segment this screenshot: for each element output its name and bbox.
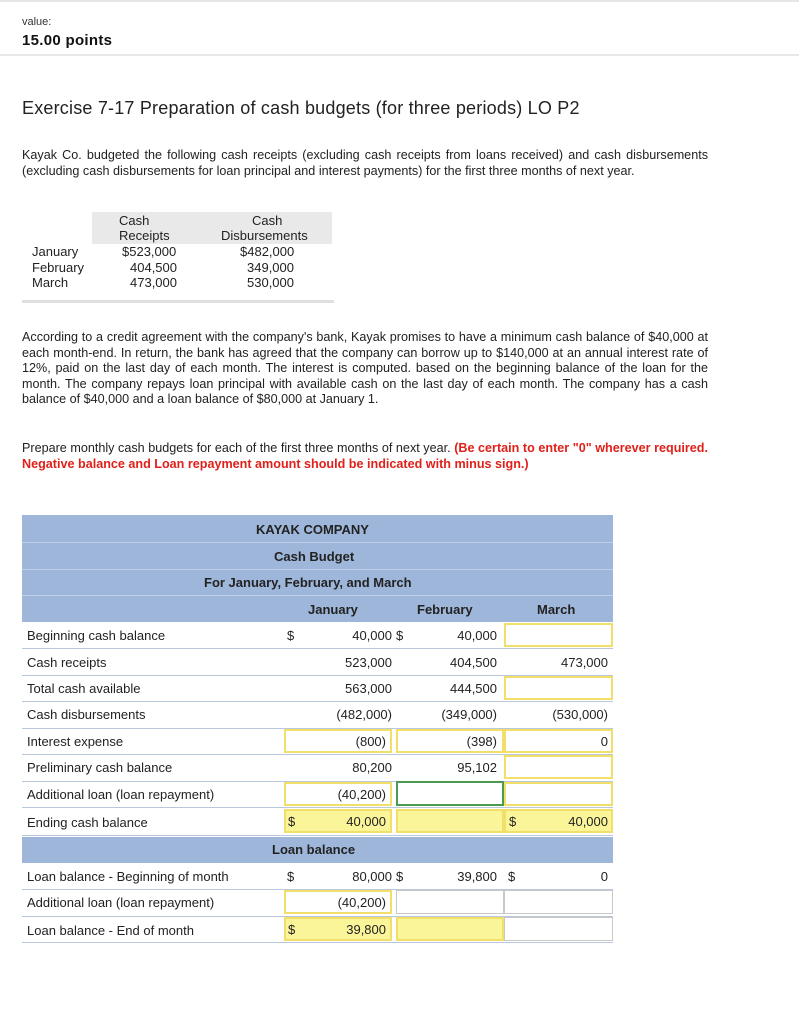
row-label: Beginning cash balance <box>27 628 166 643</box>
given-month: March <box>32 275 69 290</box>
cell-feb: (398) <box>466 734 497 749</box>
cell-mar: (530,000) <box>552 707 608 722</box>
cell-jan: 80,200 <box>352 760 392 775</box>
month-header-january: January <box>308 602 358 617</box>
given-month: January <box>32 244 79 259</box>
cell-mar: 40,000 <box>568 814 608 829</box>
given-disbursements: 349,000 <box>247 260 294 275</box>
month-header-march: March <box>537 602 576 617</box>
cell-jan: (482,000) <box>336 707 392 722</box>
given-month: February <box>32 260 85 275</box>
dollar-sign: $ <box>396 869 404 884</box>
cell-feb: 404,500 <box>450 655 497 670</box>
cell-mar: 0 <box>600 869 608 884</box>
instruction-note: (Be certain to enter "0" wherever required. Negative balance and Loan repayment amount should be indicated with minus sign.) <box>22 441 709 471</box>
cell-jan: 39,800 <box>346 922 386 937</box>
cell-jan: (40,200) <box>337 787 386 802</box>
input-mar-loan[interactable] <box>504 782 613 806</box>
cell-jan: 40,000 <box>346 814 386 829</box>
cell-mar: 473,000 <box>561 655 608 670</box>
points-value: 15.00 points <box>22 32 113 49</box>
cell-feb: (349,000) <box>441 707 497 722</box>
cell-jan: 40,000 <box>352 628 392 643</box>
dollar-sign: $ <box>508 869 516 884</box>
given-disbursements: 530,000 <box>247 275 294 290</box>
instruction-paragraph <box>22 441 708 472</box>
cell-feb: 95,102 <box>457 760 497 775</box>
cell-jan: 80,000 <box>352 869 392 884</box>
row-line <box>22 701 613 702</box>
input-march-total[interactable] <box>504 676 613 700</box>
header-divider-line <box>22 595 613 596</box>
given-receipts: 404,500 <box>130 260 177 275</box>
receipts-header-2: Receipts <box>119 228 170 243</box>
company-name: KAYAK COMPANY <box>256 522 369 537</box>
header-divider-line <box>22 542 613 543</box>
row-label: Preliminary cash balance <box>27 760 173 775</box>
receipts-header-1: Cash <box>119 213 150 228</box>
row-label: Cash disbursements <box>27 707 146 722</box>
cell-mar: 0 <box>600 734 608 749</box>
row-label: Additional loan (loan repayment) <box>27 787 215 802</box>
agreement-paragraph: According to a credit agreement with the company's bank, Kayak promises to have a minimum cash balance of $40,000 at each month-end. In return, the bank has agreed that the company can borrow up to $140,000 at an annual interest rate of 12%, paid on the last day of each month. The interest is computed. based on the beginning balance of the loan for the month. The company repays loan principal with available cash on the last day of each month. The company has a cash balance of $40,000 and a loan balance of $80,000 at January 1. <box>22 330 708 406</box>
input-march-preliminary[interactable] <box>504 755 613 779</box>
input-feb-ending[interactable] <box>396 809 504 833</box>
given-receipts: $523,000 <box>122 244 177 259</box>
dollar-sign: $ <box>288 922 296 937</box>
given-data-table <box>22 212 334 302</box>
input-feb-loan-change[interactable] <box>396 890 504 914</box>
input-mar-loan-end[interactable] <box>504 917 613 941</box>
cell-feb: 40,000 <box>457 628 497 643</box>
intro-paragraph: Kayak Co. budgeted the following cash receipts (excluding cash receipts from loans received) and cash disbursements (excluding cash disbursements for loan principal and interest payments) for the first three months of next year. <box>22 148 708 178</box>
input-march-beginning[interactable] <box>504 623 613 647</box>
input-feb-loan-end[interactable] <box>396 917 504 941</box>
disbursements-header-2: Disbursements <box>221 228 308 243</box>
row-label: Cash receipts <box>27 655 107 670</box>
given-table-bottom-line <box>22 300 334 303</box>
row-line <box>22 942 613 943</box>
input-feb-loan[interactable] <box>396 781 504 806</box>
row-line <box>22 648 613 649</box>
dollar-sign: $ <box>288 814 296 829</box>
budget-name: Cash Budget <box>274 549 355 564</box>
cell-jan: (40,200) <box>337 895 386 910</box>
row-line <box>22 835 613 836</box>
row-line <box>22 807 613 808</box>
header-divider <box>0 54 799 56</box>
value-label: value: <box>22 16 52 28</box>
header-divider-line <box>22 569 613 570</box>
exercise-title: Exercise 7-17 Preparation of cash budgets (for three periods) LO P2 <box>22 98 580 118</box>
cell-jan: 523,000 <box>345 655 392 670</box>
month-header-february: February <box>417 602 473 617</box>
cell-feb: 444,500 <box>450 681 497 696</box>
row-label: Ending cash balance <box>27 815 148 830</box>
dollar-sign: $ <box>396 628 404 643</box>
input-mar-loan-change[interactable] <box>504 890 613 914</box>
given-disbursements: $482,000 <box>240 244 295 259</box>
instruction-text: Prepare monthly cash budgets for each of the first three months of next year. <box>22 441 451 455</box>
row-label: Loan balance - Beginning of month <box>27 869 229 884</box>
cell-feb: 39,800 <box>457 869 497 884</box>
row-label: Total cash available <box>27 681 141 696</box>
budget-period: For January, February, and March <box>204 575 412 590</box>
cell-jan: (800) <box>355 734 386 749</box>
loan-balance-heading: Loan balance <box>272 842 356 857</box>
dollar-sign: $ <box>287 869 295 884</box>
row-label: Additional loan (loan repayment) <box>27 895 215 910</box>
cell-jan: 563,000 <box>345 681 392 696</box>
dollar-sign: $ <box>509 814 517 829</box>
given-receipts: 473,000 <box>130 275 177 290</box>
disbursements-header-1: Cash <box>252 213 283 228</box>
cash-budget-table <box>22 515 613 945</box>
dollar-sign: $ <box>287 628 295 643</box>
row-label: Interest expense <box>27 734 124 749</box>
top-border <box>0 0 799 2</box>
row-label: Loan balance - End of month <box>27 923 194 938</box>
